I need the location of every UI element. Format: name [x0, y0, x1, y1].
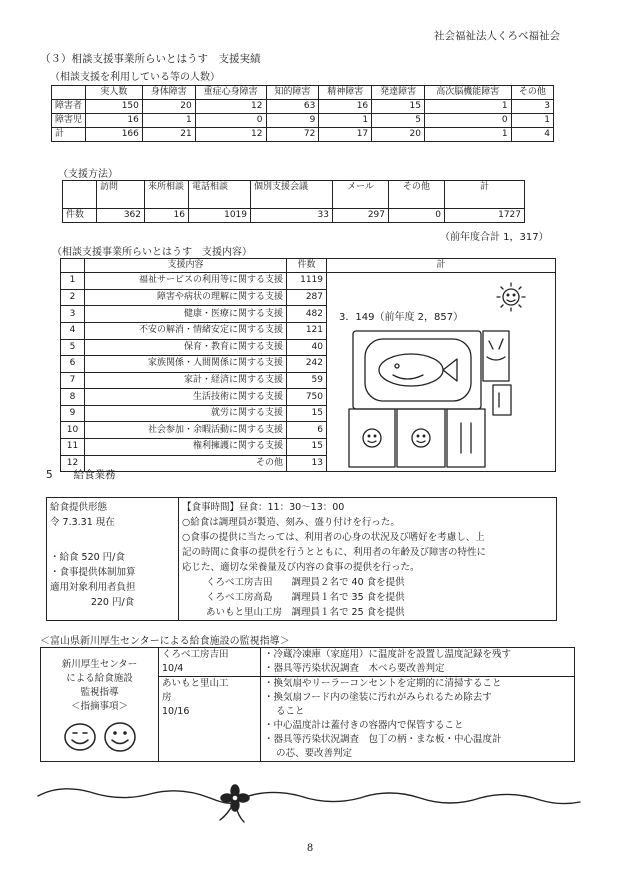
- table-cell: 297: [333, 209, 389, 223]
- summary-line: 新川厚生センター: [61, 659, 138, 670]
- table-header-cell: その他: [511, 86, 553, 100]
- place-line: 房: [162, 692, 172, 703]
- table-header-cell: 精神障害: [319, 86, 372, 100]
- note-line: ・中心温度計は蓋付きの容器内で保管すること: [264, 720, 464, 731]
- table-cell: 20: [142, 100, 195, 114]
- table-cell: 166: [85, 128, 142, 142]
- smiley-doodle-icon: [60, 720, 140, 754]
- support-content: 生活技術に関する支援: [85, 389, 287, 406]
- support-count: 15: [287, 405, 327, 422]
- summary-line: ・食事提供体制加算: [50, 567, 136, 578]
- content-caption: （相談支援事業所らいとはうす 支援内容）: [52, 247, 252, 258]
- table-cell: 0: [424, 114, 511, 128]
- flower-doodle-icon: [30, 780, 590, 830]
- table-header-cell: 発達障害: [372, 86, 425, 100]
- table-cell: 1019: [189, 209, 251, 223]
- row-number: 1: [61, 273, 85, 290]
- content-table: [60, 258, 556, 472]
- table-cell: 16: [85, 114, 142, 128]
- row-label: 計: [52, 128, 86, 142]
- inspection-place: [159, 677, 261, 762]
- row-number: 2: [61, 289, 85, 306]
- support-count: 121: [287, 322, 327, 339]
- note-line: ・換気扇やリーラーコンセントを定期的に清掃すること: [264, 678, 502, 689]
- page-number: 8: [306, 843, 314, 854]
- support-content: その他: [85, 455, 287, 472]
- inspection-notes: [261, 677, 575, 762]
- row-number: 7: [61, 372, 85, 389]
- table-row: [63, 209, 525, 223]
- method-table: [62, 180, 525, 223]
- detail-line: くろべ工房吉田 調理員２名で 40 食を提供: [206, 577, 405, 588]
- users-table: [51, 85, 554, 142]
- support-content: 不安の解消・情緒安定に関する支援: [85, 322, 287, 339]
- table-header-cell: 実人数: [85, 86, 142, 100]
- table-header-cell: 重症心身障害: [195, 86, 266, 100]
- table-cell: 12: [195, 128, 266, 142]
- content-table-header: [61, 259, 556, 273]
- table-header-cell: [63, 181, 97, 209]
- table-header-cell: 来所相談: [145, 181, 189, 209]
- summary-line: 適用対象利用者負担: [50, 582, 136, 593]
- place-line: くろべ工房吉田: [162, 649, 229, 660]
- table-cell: 17: [319, 128, 372, 142]
- table-header-cell: 計: [445, 181, 525, 209]
- table-cell: 4: [511, 128, 553, 142]
- table-row: [52, 114, 554, 128]
- summary-line: による給食施設: [66, 673, 133, 684]
- table-cell: 63: [266, 100, 319, 114]
- support-content: 家計・経済に関する支援: [85, 372, 287, 389]
- row-number: 11: [61, 438, 85, 455]
- table-row: [47, 498, 557, 621]
- place-line: あいもと里山工: [162, 678, 229, 689]
- table-cell: 12: [195, 100, 266, 114]
- place-line: 10/4: [162, 663, 184, 674]
- previous-year-total: （前年度合計 1，317）: [440, 232, 549, 243]
- table-cell: 1: [319, 114, 372, 128]
- row-number: 3: [61, 306, 85, 323]
- table-cell: 16: [145, 209, 189, 223]
- note-line: の芯、要改善判定: [276, 748, 353, 759]
- summary-line: 給食提供形態: [50, 502, 108, 513]
- row-label: 障害児: [52, 114, 86, 128]
- sun-doodle-icon: [497, 283, 525, 311]
- table-header-cell: [52, 86, 86, 100]
- table-cell: 20: [372, 128, 425, 142]
- table-cell: 1: [424, 100, 511, 114]
- table-header-cell: 計: [327, 259, 556, 273]
- meal-service-details: [179, 498, 557, 621]
- row-label: 件数: [63, 209, 97, 223]
- table-cell: 3: [511, 100, 553, 114]
- note-line: ・器具等汚染状況調査 包丁の柄・まな板・中心温度計: [264, 734, 502, 745]
- summary-line: ＜指摘事項＞: [70, 701, 128, 712]
- row-number: 10: [61, 422, 85, 439]
- support-count: 482: [287, 306, 327, 323]
- table-header-cell: 件数: [287, 259, 327, 273]
- table-header-cell: 知的障害: [266, 86, 319, 100]
- support-count: 242: [287, 356, 327, 373]
- table-row: [41, 648, 575, 677]
- detail-line: ○食事の提供に当たっては、利用者の心身の状況及び嗜好を考慮し、上: [182, 532, 485, 543]
- table-row: [52, 128, 554, 142]
- meal-service-summary: [47, 498, 179, 621]
- support-count: 750: [287, 389, 327, 406]
- support-count: 59: [287, 372, 327, 389]
- support-content: 社会参加・余暇活動に関する支援: [85, 422, 287, 439]
- table-cell: 1: [511, 114, 553, 128]
- support-content: 保育・教育に関する支援: [85, 339, 287, 356]
- summary-line: ・給食 520 円/食: [50, 552, 125, 563]
- row-number: 12: [61, 455, 85, 472]
- detail-line: 【食事時間】昼食：11：30～13：00: [182, 502, 345, 513]
- users-caption: （相談支援を利用している等の人数）: [50, 72, 220, 83]
- row-number: 4: [61, 322, 85, 339]
- summary-line: 220 円/食: [90, 597, 135, 608]
- table-header-cell: 身体障害: [142, 86, 195, 100]
- table-header-cell: 高次脳機能障害: [424, 86, 511, 100]
- table-header-cell: 訪問: [97, 181, 145, 209]
- content-total: 3．149（前年度 2，857）: [339, 312, 464, 324]
- method-caption: （支援方法）: [58, 169, 118, 180]
- table-cell: 0: [389, 209, 445, 223]
- row-number: 5: [61, 339, 85, 356]
- support-count: 13: [287, 455, 327, 472]
- support-count: 6: [287, 422, 327, 439]
- support-content: 障害や病状の理解に関する支援: [85, 289, 287, 306]
- table-cell: 1: [142, 114, 195, 128]
- section5-title: 5 給食業務: [46, 469, 116, 481]
- section3-title: （３）相談支援事業所らいとはうす 支援実績: [40, 53, 261, 65]
- table-cell: 72: [266, 128, 319, 142]
- detail-line: くろべ工房高島 調理員１名で 35 食を提供: [206, 592, 405, 603]
- inspection-table: [40, 647, 575, 762]
- support-count: 1119: [287, 273, 327, 290]
- table-cell: 16: [319, 100, 372, 114]
- table-cell: 5: [372, 114, 425, 128]
- note-line: ・器具等汚染状況調査 木べら要改善判定: [264, 663, 445, 674]
- table-header-cell: メール: [333, 181, 389, 209]
- inspection-title: ＜富山県新川厚生センターによる給食施設の監視指導＞: [40, 636, 290, 647]
- table-header-cell: その他: [389, 181, 445, 209]
- note-line: ・冷蔵冷凍庫（家庭用）に温度計を設置し温度記録を残す: [264, 649, 512, 660]
- table-cell: 362: [97, 209, 145, 223]
- table-cell: 15: [372, 100, 425, 114]
- table-header-cell: 支援内容: [85, 259, 287, 273]
- inspection-place: [159, 648, 261, 677]
- support-content: 福祉サービスの利用等に関する支援: [85, 273, 287, 290]
- table-cell: 33: [251, 209, 333, 223]
- detail-line: あいもと里山工房 調理員１名で 25 食を提供: [206, 607, 405, 618]
- support-count: 40: [287, 339, 327, 356]
- organization-name: 社会福祉法人くろべ福祉会: [434, 30, 560, 42]
- inspection-notes: [261, 648, 575, 677]
- row-number: 8: [61, 389, 85, 406]
- row-number: 6: [61, 356, 85, 373]
- meal-service-table: [46, 497, 557, 621]
- table-header-cell: 電話相談: [189, 181, 251, 209]
- support-content: 家族関係・人間関係に関する支援: [85, 356, 287, 373]
- table-cell: 9: [266, 114, 319, 128]
- support-content: 健康・医療に関する支援: [85, 306, 287, 323]
- summary-line: 監視指導: [80, 687, 119, 698]
- users-table-header: [52, 86, 554, 100]
- summary-line: 令 7.3.31 現在: [50, 517, 115, 528]
- table-header-cell: [61, 259, 85, 273]
- table-row: [52, 100, 554, 114]
- place-line: 10/16: [162, 706, 190, 717]
- tv-doodle-icon: [327, 273, 556, 471]
- note-line: ・換気扇フード内の塗装に汚れがみられるため除去す: [264, 692, 492, 703]
- detail-line: ○給食は調理員が製造、刻み、盛り付けを行った。: [182, 517, 400, 528]
- table-cell: 150: [85, 100, 142, 114]
- table-cell: 1: [424, 128, 511, 142]
- table-row: [61, 273, 556, 290]
- row-number: 9: [61, 405, 85, 422]
- table-cell: 0: [195, 114, 266, 128]
- support-content: 就労に関する支援: [85, 405, 287, 422]
- total-drawing-cell: [327, 273, 556, 472]
- inspection-summary: [41, 648, 159, 762]
- table-cell: 21: [142, 128, 195, 142]
- table-header-cell: 個別支援会議: [251, 181, 333, 209]
- row-label: 障害者: [52, 100, 86, 114]
- support-count: 15: [287, 438, 327, 455]
- note-line: ること: [276, 706, 305, 717]
- method-table-header: [63, 181, 525, 209]
- support-count: 287: [287, 289, 327, 306]
- detail-line: 応じた、適切な栄養量及び内容の食事の提供を行った。: [182, 562, 420, 573]
- support-content: 権利擁護に関する支援: [85, 438, 287, 455]
- detail-line: 記の時間に食事の提供を行うとともに、利用者の年齢及び障害の特性に: [182, 547, 487, 558]
- table-cell: 1727: [445, 209, 525, 223]
